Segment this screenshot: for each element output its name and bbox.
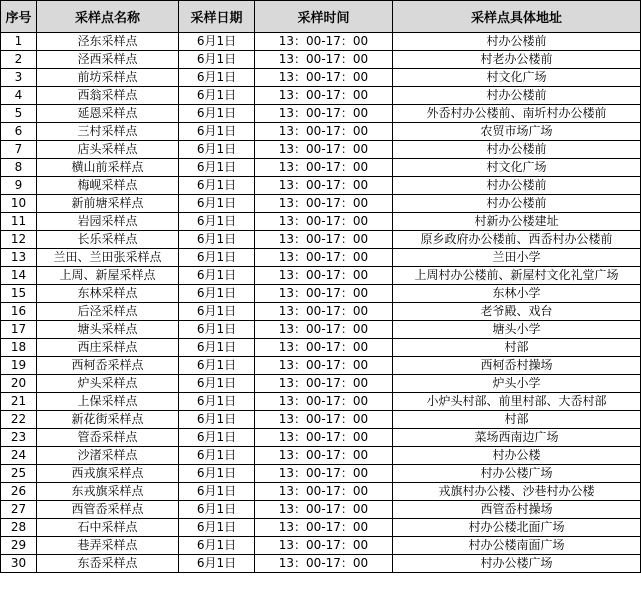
cell-site-name: 东岙采样点 xyxy=(37,555,179,573)
cell-address: 村办公楼前 xyxy=(393,87,641,105)
cell-site-name: 新花街采样点 xyxy=(37,411,179,429)
cell-index: 20 xyxy=(1,375,37,393)
cell-index: 27 xyxy=(1,501,37,519)
cell-time: 13：00-17：00 xyxy=(255,339,393,357)
cell-address: 村部 xyxy=(393,339,641,357)
cell-address: 村文化广场 xyxy=(393,159,641,177)
cell-time: 13：00-17：00 xyxy=(255,159,393,177)
cell-date: 6月1日 xyxy=(179,213,255,231)
cell-time: 13：00-17：00 xyxy=(255,537,393,555)
cell-date: 6月1日 xyxy=(179,267,255,285)
cell-address: 村老办公楼前 xyxy=(393,51,641,69)
table-row xyxy=(1,375,641,393)
cell-site-name: 新前塘采样点 xyxy=(37,195,179,213)
cell-site-name: 西戎旗采样点 xyxy=(37,465,179,483)
header-date: 采样日期 xyxy=(179,1,255,33)
cell-date: 6月1日 xyxy=(179,357,255,375)
cell-address: 老爷殿、戏台 xyxy=(393,303,641,321)
cell-time: 13：00-17：00 xyxy=(255,69,393,87)
table-row xyxy=(1,393,641,411)
cell-address: 农贸市场广场 xyxy=(393,123,641,141)
cell-site-name: 三村采样点 xyxy=(37,123,179,141)
cell-date: 6月1日 xyxy=(179,321,255,339)
cell-index: 16 xyxy=(1,303,37,321)
header-index: 序号 xyxy=(1,1,37,33)
cell-address: 西管岙村操场 xyxy=(393,501,641,519)
table-row xyxy=(1,177,641,195)
cell-index: 13 xyxy=(1,249,37,267)
cell-time: 13：00-17：00 xyxy=(255,141,393,159)
table-row xyxy=(1,339,641,357)
cell-time: 13：00-17：00 xyxy=(255,33,393,51)
table-row xyxy=(1,123,641,141)
cell-index: 2 xyxy=(1,51,37,69)
cell-date: 6月1日 xyxy=(179,33,255,51)
cell-site-name: 石中采样点 xyxy=(37,519,179,537)
header-row xyxy=(1,1,641,33)
cell-time: 13：00-17：00 xyxy=(255,357,393,375)
cell-site-name: 梅岘采样点 xyxy=(37,177,179,195)
table-row xyxy=(1,411,641,429)
cell-date: 6月1日 xyxy=(179,105,255,123)
cell-index: 12 xyxy=(1,231,37,249)
cell-address: 村办公楼广场 xyxy=(393,465,641,483)
cell-address: 原乡政府办公楼前、西岙村办公楼前 xyxy=(393,231,641,249)
cell-index: 22 xyxy=(1,411,37,429)
cell-index: 7 xyxy=(1,141,37,159)
cell-index: 9 xyxy=(1,177,37,195)
table-row xyxy=(1,465,641,483)
cell-time: 13：00-17：00 xyxy=(255,321,393,339)
cell-time: 13：00-17：00 xyxy=(255,519,393,537)
cell-time: 13：00-17：00 xyxy=(255,375,393,393)
table-row xyxy=(1,321,641,339)
table-body xyxy=(1,33,641,573)
cell-index: 19 xyxy=(1,357,37,375)
cell-site-name: 店头采样点 xyxy=(37,141,179,159)
cell-site-name: 西庄采样点 xyxy=(37,339,179,357)
cell-site-name: 西柯岙采样点 xyxy=(37,357,179,375)
table-row xyxy=(1,231,641,249)
cell-index: 4 xyxy=(1,87,37,105)
header-site-name: 采样点名称 xyxy=(37,1,179,33)
cell-time: 13：00-17：00 xyxy=(255,555,393,573)
cell-time: 13：00-17：00 xyxy=(255,393,393,411)
cell-address: 小炉头村部、前里村部、大岙村部 xyxy=(393,393,641,411)
cell-address: 村办公楼南面广场 xyxy=(393,537,641,555)
cell-site-name: 上周、新屋采样点 xyxy=(37,267,179,285)
cell-index: 28 xyxy=(1,519,37,537)
cell-site-name: 巷弄采样点 xyxy=(37,537,179,555)
cell-index: 6 xyxy=(1,123,37,141)
cell-time: 13：00-17：00 xyxy=(255,465,393,483)
cell-time: 13：00-17：00 xyxy=(255,213,393,231)
table-row xyxy=(1,519,641,537)
cell-time: 13：00-17：00 xyxy=(255,123,393,141)
cell-date: 6月1日 xyxy=(179,501,255,519)
cell-address: 炉头小学 xyxy=(393,375,641,393)
cell-date: 6月1日 xyxy=(179,159,255,177)
cell-date: 6月1日 xyxy=(179,87,255,105)
cell-date: 6月1日 xyxy=(179,393,255,411)
table-row xyxy=(1,87,641,105)
cell-site-name: 西翁采样点 xyxy=(37,87,179,105)
cell-index: 10 xyxy=(1,195,37,213)
cell-time: 13：00-17：00 xyxy=(255,411,393,429)
table-row xyxy=(1,51,641,69)
cell-time: 13：00-17：00 xyxy=(255,501,393,519)
cell-site-name: 炉头采样点 xyxy=(37,375,179,393)
cell-time: 13：00-17：00 xyxy=(255,87,393,105)
cell-index: 23 xyxy=(1,429,37,447)
cell-site-name: 泾东采样点 xyxy=(37,33,179,51)
cell-site-name: 管岙采样点 xyxy=(37,429,179,447)
cell-time: 13：00-17：00 xyxy=(255,105,393,123)
table-row xyxy=(1,213,641,231)
cell-date: 6月1日 xyxy=(179,555,255,573)
table-row xyxy=(1,447,641,465)
cell-time: 13：00-17：00 xyxy=(255,285,393,303)
cell-time: 13：00-17：00 xyxy=(255,429,393,447)
table-row xyxy=(1,159,641,177)
cell-time: 13：00-17：00 xyxy=(255,303,393,321)
cell-site-name: 横山前采样点 xyxy=(37,159,179,177)
cell-time: 13：00-17：00 xyxy=(255,483,393,501)
cell-site-name: 泾西采样点 xyxy=(37,51,179,69)
table-row xyxy=(1,537,641,555)
cell-date: 6月1日 xyxy=(179,285,255,303)
cell-date: 6月1日 xyxy=(179,177,255,195)
cell-date: 6月1日 xyxy=(179,141,255,159)
cell-date: 6月1日 xyxy=(179,537,255,555)
cell-index: 15 xyxy=(1,285,37,303)
cell-index: 11 xyxy=(1,213,37,231)
cell-address: 外岙村办公楼前、南圻村办公楼前 xyxy=(393,105,641,123)
cell-address: 菜场西南边广场 xyxy=(393,429,641,447)
cell-date: 6月1日 xyxy=(179,249,255,267)
cell-time: 13：00-17：00 xyxy=(255,177,393,195)
cell-date: 6月1日 xyxy=(179,375,255,393)
cell-address: 戎旗村办公楼、沙巷村办公楼 xyxy=(393,483,641,501)
table-header xyxy=(1,1,641,33)
cell-index: 3 xyxy=(1,69,37,87)
cell-time: 13：00-17：00 xyxy=(255,267,393,285)
cell-date: 6月1日 xyxy=(179,69,255,87)
cell-address: 村办公楼前 xyxy=(393,195,641,213)
cell-site-name: 东戎旗采样点 xyxy=(37,483,179,501)
table-row xyxy=(1,429,641,447)
cell-site-name: 延恩采样点 xyxy=(37,105,179,123)
table-row xyxy=(1,141,641,159)
cell-site-name: 前坊采样点 xyxy=(37,69,179,87)
cell-index: 26 xyxy=(1,483,37,501)
cell-date: 6月1日 xyxy=(179,339,255,357)
cell-index: 14 xyxy=(1,267,37,285)
cell-date: 6月1日 xyxy=(179,447,255,465)
cell-date: 6月1日 xyxy=(179,303,255,321)
cell-site-name: 沙渚采样点 xyxy=(37,447,179,465)
cell-index: 25 xyxy=(1,465,37,483)
cell-address: 村部 xyxy=(393,411,641,429)
cell-site-name: 长乐采样点 xyxy=(37,231,179,249)
cell-time: 13：00-17：00 xyxy=(255,51,393,69)
cell-date: 6月1日 xyxy=(179,51,255,69)
cell-address: 村文化广场 xyxy=(393,69,641,87)
cell-address: 村办公楼 xyxy=(393,447,641,465)
cell-index: 21 xyxy=(1,393,37,411)
cell-address: 塘头小学 xyxy=(393,321,641,339)
table-row xyxy=(1,285,641,303)
cell-date: 6月1日 xyxy=(179,429,255,447)
cell-index: 17 xyxy=(1,321,37,339)
cell-address: 兰田小学 xyxy=(393,249,641,267)
cell-index: 30 xyxy=(1,555,37,573)
cell-address: 东林小学 xyxy=(393,285,641,303)
cell-site-name: 兰田、兰田张采样点 xyxy=(37,249,179,267)
cell-site-name: 东林采样点 xyxy=(37,285,179,303)
table-row xyxy=(1,483,641,501)
cell-index: 18 xyxy=(1,339,37,357)
cell-date: 6月1日 xyxy=(179,195,255,213)
cell-address: 村办公楼前 xyxy=(393,141,641,159)
cell-date: 6月1日 xyxy=(179,411,255,429)
cell-date: 6月1日 xyxy=(179,231,255,249)
table-row xyxy=(1,105,641,123)
cell-address: 上周村办公楼前、新屋村文化礼堂广场 xyxy=(393,267,641,285)
cell-address: 村新办公楼建址 xyxy=(393,213,641,231)
cell-date: 6月1日 xyxy=(179,465,255,483)
table-row xyxy=(1,501,641,519)
cell-time: 13：00-17：00 xyxy=(255,447,393,465)
cell-date: 6月1日 xyxy=(179,483,255,501)
cell-index: 5 xyxy=(1,105,37,123)
table-row xyxy=(1,303,641,321)
cell-address: 村办公楼广场 xyxy=(393,555,641,573)
table-row xyxy=(1,33,641,51)
cell-site-name: 后泾采样点 xyxy=(37,303,179,321)
cell-index: 1 xyxy=(1,33,37,51)
cell-time: 13：00-17：00 xyxy=(255,195,393,213)
header-time: 采样时间 xyxy=(255,1,393,33)
cell-date: 6月1日 xyxy=(179,123,255,141)
cell-index: 24 xyxy=(1,447,37,465)
cell-address: 村办公楼北面广场 xyxy=(393,519,641,537)
cell-site-name: 岩园采样点 xyxy=(37,213,179,231)
cell-address: 西柯岙村操场 xyxy=(393,357,641,375)
cell-index: 29 xyxy=(1,537,37,555)
table-row xyxy=(1,555,641,573)
cell-address: 村办公楼前 xyxy=(393,177,641,195)
table-row xyxy=(1,69,641,87)
table-row xyxy=(1,357,641,375)
cell-site-name: 上保采样点 xyxy=(37,393,179,411)
cell-address: 村办公楼前 xyxy=(393,33,641,51)
cell-time: 13：00-17：00 xyxy=(255,249,393,267)
table-row xyxy=(1,249,641,267)
cell-index: 8 xyxy=(1,159,37,177)
cell-site-name: 西管岙采样点 xyxy=(37,501,179,519)
cell-site-name: 塘头采样点 xyxy=(37,321,179,339)
cell-date: 6月1日 xyxy=(179,519,255,537)
table-row xyxy=(1,195,641,213)
cell-time: 13：00-17：00 xyxy=(255,231,393,249)
table-row xyxy=(1,267,641,285)
header-address: 采样点具体地址 xyxy=(393,1,641,33)
